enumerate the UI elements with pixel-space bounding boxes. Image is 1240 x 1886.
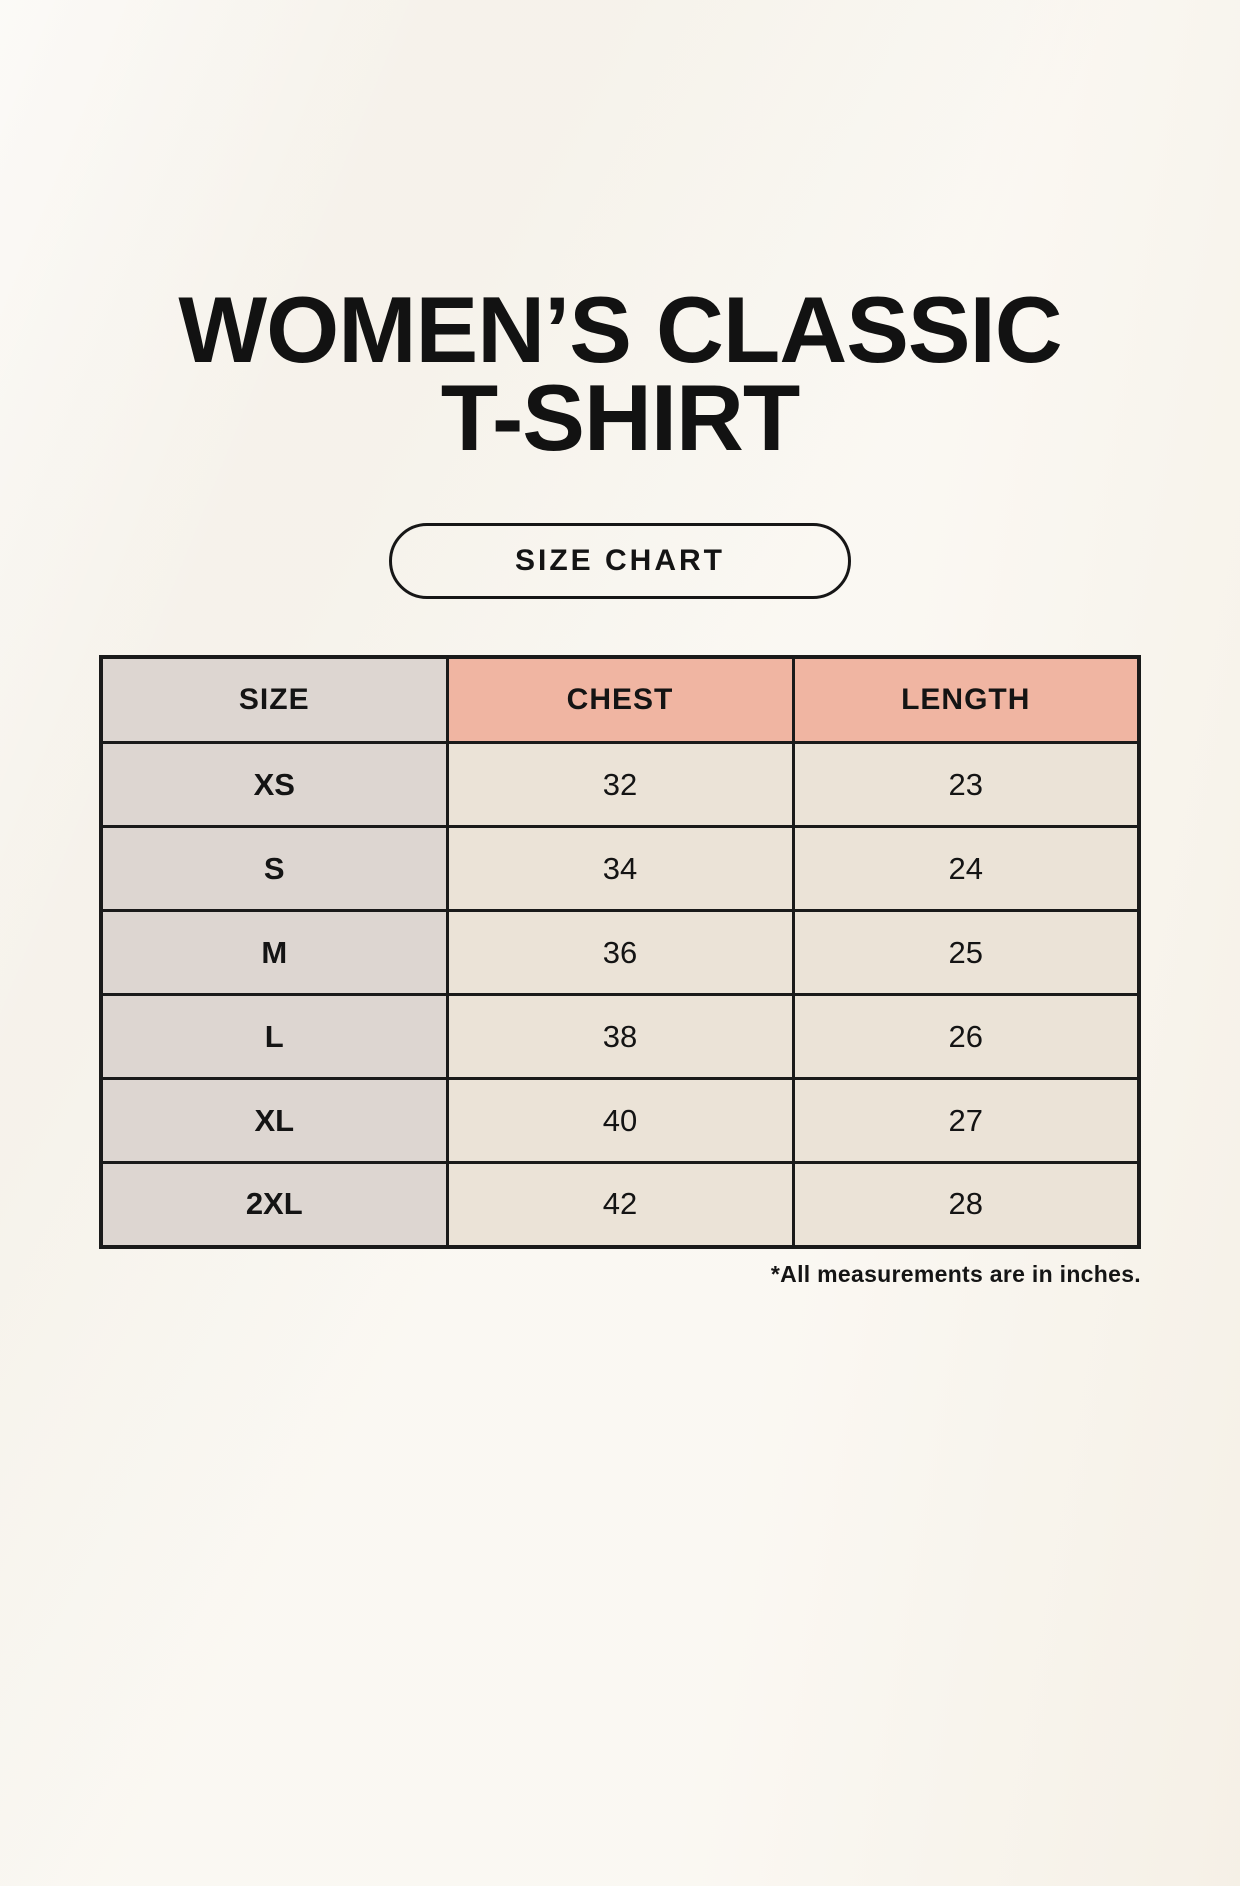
table-header-row [101, 657, 1139, 743]
page-title-line-2: T-SHIRT [440, 365, 800, 471]
length-value: 23 [793, 743, 1139, 827]
size-chart-button[interactable] [389, 523, 851, 599]
column-header-chest: CHEST [447, 657, 793, 743]
chest-value: 32 [447, 743, 793, 827]
chest-value: 42 [447, 1163, 793, 1247]
size-label: S [101, 827, 447, 911]
length-value: 24 [793, 827, 1139, 911]
page-title [0, 277, 1240, 471]
length-value: 28 [793, 1163, 1139, 1247]
size-chart-table [99, 655, 1141, 1249]
chest-value: 34 [447, 827, 793, 911]
table-row-2xl [101, 1163, 1139, 1247]
length-value: 26 [793, 995, 1139, 1079]
size-label: L [101, 995, 447, 1079]
length-value: 25 [793, 911, 1139, 995]
length-value: 27 [793, 1079, 1139, 1163]
column-header-length: LENGTH [793, 657, 1139, 743]
table-row-l [101, 995, 1139, 1079]
size-chart-button-label: SIZE CHART [515, 543, 725, 577]
size-label: XS [101, 743, 447, 827]
chest-value: 38 [447, 995, 793, 1079]
measurements-note: *All measurements are in inches. [770, 1260, 1141, 1287]
size-label: XL [101, 1079, 447, 1163]
page-title-line-1: WOMEN’S CLASSIC [178, 277, 1062, 382]
table-row-xl [101, 1079, 1139, 1163]
table-row-m [101, 911, 1139, 995]
column-header-size: SIZE [101, 657, 447, 743]
size-label: M [101, 911, 447, 995]
chest-value: 40 [447, 1079, 793, 1163]
size-label: 2XL [101, 1163, 447, 1247]
table-row-xs [101, 743, 1139, 827]
chest-value: 36 [447, 911, 793, 995]
table-row-s [101, 827, 1139, 911]
